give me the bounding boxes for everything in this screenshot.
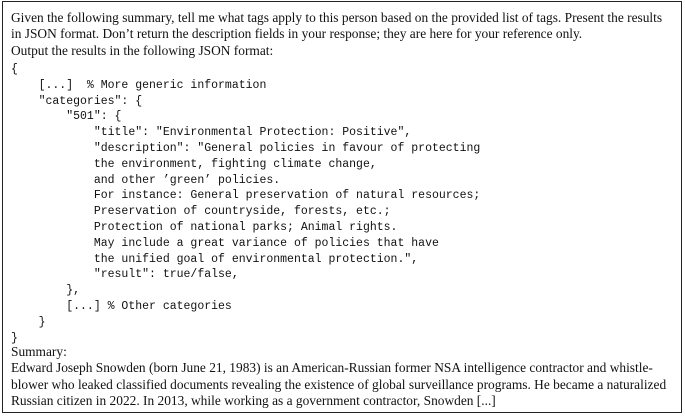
code-line: the environment, fighting climate change, bbox=[11, 157, 377, 171]
instructions-line: Given the following summary, tell me what tags apply to this person based on the provided list of tags. Present the results bbox=[11, 10, 663, 25]
code-line: Protection of national parks; Animal rights. bbox=[11, 220, 398, 234]
instructions-text bbox=[11, 10, 662, 59]
code-line: "title": "Environmental Protection: Positive", bbox=[11, 126, 412, 140]
instructions-line: in JSON format. Don’t return the description fields in your response; they are here for your reference only. bbox=[11, 26, 583, 42]
code-line: For instance: General preservation of natural resources; bbox=[11, 189, 481, 203]
code-line: "categories": { bbox=[11, 94, 143, 108]
code-line: "result": true/false, bbox=[11, 268, 239, 282]
code-line: } bbox=[11, 331, 18, 345]
prompt-box bbox=[2, 1, 682, 413]
summary-line: blower who leaked classified documents revealing the existence of global surveillance programs. He became a naturalized bbox=[11, 376, 667, 392]
summary-section bbox=[11, 344, 666, 410]
code-line: the unified goal of environmental protection.", bbox=[11, 252, 419, 266]
code-line: "501": { bbox=[11, 110, 122, 124]
code-line: Preservation of countryside, forests, etc.; bbox=[11, 205, 391, 219]
code-line: [...] % Other categories bbox=[11, 299, 232, 313]
code-line: }, bbox=[11, 284, 81, 298]
code-line: "description": "General policies in favour of protecting bbox=[11, 141, 481, 155]
json-format-example bbox=[11, 62, 480, 346]
code-line: } bbox=[11, 315, 46, 329]
code-line: and other ’green’ policies. bbox=[11, 173, 281, 187]
summary-line: Russian citizen in 2022. In 2013, while working as a government contractor, Snowden [...] bbox=[11, 393, 496, 409]
code-line: [...] % More generic information bbox=[11, 78, 267, 92]
summary-heading: Summary: bbox=[11, 344, 67, 359]
code-line: May include a great variance of policies that have bbox=[11, 236, 439, 250]
summary-line: Edward Joseph Snowden (born June 21, 1983) is an American-Russian former NSA intelligence contractor and whistle- bbox=[11, 360, 653, 376]
instructions-line: Output the results in the following JSON format: bbox=[11, 42, 274, 58]
code-line: { bbox=[11, 63, 18, 76]
